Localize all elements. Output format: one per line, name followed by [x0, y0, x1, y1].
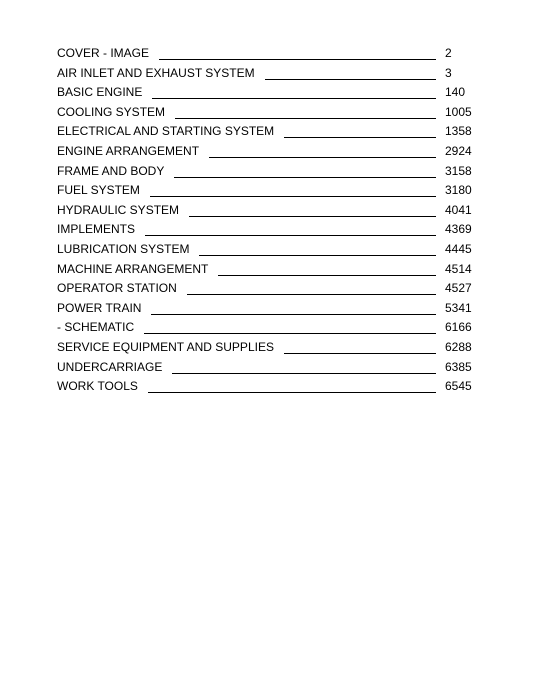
- table-of-contents: [57, 46, 477, 399]
- toc-entry-page: 4369: [445, 222, 472, 237]
- toc-entry-engine-arrangement[interactable]: [57, 144, 477, 164]
- toc-entry-page: 6166: [445, 320, 472, 335]
- toc-entry-page: 4527: [445, 281, 472, 296]
- toc-entry-fuel-system[interactable]: [57, 183, 477, 203]
- toc-entry-page: 6545: [445, 379, 472, 394]
- toc-entry-title: OPERATOR STATION: [57, 281, 177, 296]
- toc-entry-air-inlet[interactable]: [57, 66, 477, 86]
- toc-entry-title: HYDRAULIC SYSTEM: [57, 202, 180, 217]
- toc-leader-line: [218, 262, 436, 276]
- toc-leader-line: [152, 85, 436, 99]
- toc-leader-line: [209, 144, 436, 158]
- toc-entry-title: AIR INLET AND EXHAUST SYSTEM: [57, 65, 255, 80]
- toc-entry-title: LUBRICATION SYSTEM: [57, 241, 190, 256]
- toc-entry-title: ENGINE ARRANGEMENT: [57, 143, 200, 158]
- toc-entry-page: 6288: [445, 339, 472, 354]
- toc-leader-line: [175, 105, 436, 119]
- toc-entry-page: 6385: [445, 359, 472, 374]
- toc-entry-work-tools[interactable]: [57, 379, 477, 399]
- toc-leader-line: [189, 203, 436, 217]
- toc-leader-line: [145, 222, 436, 236]
- toc-entry-title: POWER TRAIN: [57, 300, 142, 315]
- toc-entry-electrical-starting[interactable]: [57, 124, 477, 144]
- toc-entry-machine-arrangement[interactable]: [57, 262, 477, 282]
- toc-entry-cover-image[interactable]: [57, 46, 477, 66]
- toc-entry-hydraulic-system[interactable]: [57, 203, 477, 223]
- toc-entry-title: COOLING SYSTEM: [57, 104, 166, 119]
- toc-entry-lubrication-system[interactable]: [57, 242, 477, 262]
- toc-entry-undercarriage[interactable]: [57, 360, 477, 380]
- toc-entry-title: COVER - IMAGE: [57, 46, 150, 60]
- toc-leader-line: [265, 66, 436, 80]
- toc-entry-operator-station[interactable]: [57, 281, 477, 301]
- toc-entry-title: IMPLEMENTS: [57, 222, 136, 237]
- toc-entry-page: 3158: [445, 163, 472, 178]
- toc-entry-title: ELECTRICAL AND STARTING SYSTEM: [57, 124, 275, 139]
- toc-entry-title: FUEL SYSTEM: [57, 183, 140, 198]
- toc-entry-frame-body[interactable]: [57, 164, 477, 184]
- toc-leader-line: [284, 124, 436, 138]
- toc-entry-title: BASIC ENGINE: [57, 85, 143, 100]
- toc-entry-page: 4041: [445, 202, 472, 217]
- toc-entry-page: 1005: [445, 104, 472, 119]
- toc-entry-title: - SCHEMATIC: [57, 320, 135, 335]
- toc-entry-page: 2924: [445, 143, 472, 158]
- toc-leader-line: [159, 46, 436, 60]
- toc-entry-schematic[interactable]: [57, 320, 477, 340]
- toc-entry-title: MACHINE ARRANGEMENT: [57, 261, 209, 276]
- toc-leader-line: [144, 320, 436, 334]
- toc-leader-line: [151, 301, 436, 315]
- toc-entry-power-train[interactable]: [57, 301, 477, 321]
- toc-leader-line: [172, 360, 436, 374]
- toc-entry-title: FRAME AND BODY: [57, 163, 165, 178]
- toc-entry-title: SERVICE EQUIPMENT AND SUPPLIES: [57, 339, 274, 354]
- toc-entry-page: 2: [445, 46, 452, 60]
- toc-entry-basic-engine[interactable]: [57, 85, 477, 105]
- toc-leader-line: [174, 164, 436, 178]
- toc-leader-line: [199, 242, 436, 256]
- toc-entry-cooling-system[interactable]: [57, 105, 477, 125]
- toc-leader-line: [150, 183, 436, 197]
- toc-entry-page: 3: [445, 65, 452, 80]
- toc-entry-page: 1358: [445, 124, 472, 139]
- toc-entry-page: 4445: [445, 241, 472, 256]
- toc-entry-page: 140: [445, 85, 466, 100]
- toc-entry-page: 4514: [445, 261, 472, 276]
- toc-entry-page: 5341: [445, 300, 472, 315]
- toc-entry-service-equipment[interactable]: [57, 340, 477, 360]
- toc-entry-title: WORK TOOLS: [57, 379, 138, 394]
- toc-leader-line: [187, 281, 436, 295]
- toc-entry-page: 3180: [445, 183, 472, 198]
- toc-entry-title: UNDERCARRIAGE: [57, 359, 163, 374]
- toc-leader-line: [284, 340, 436, 354]
- toc-entry-implements[interactable]: [57, 222, 477, 242]
- toc-leader-line: [148, 379, 436, 393]
